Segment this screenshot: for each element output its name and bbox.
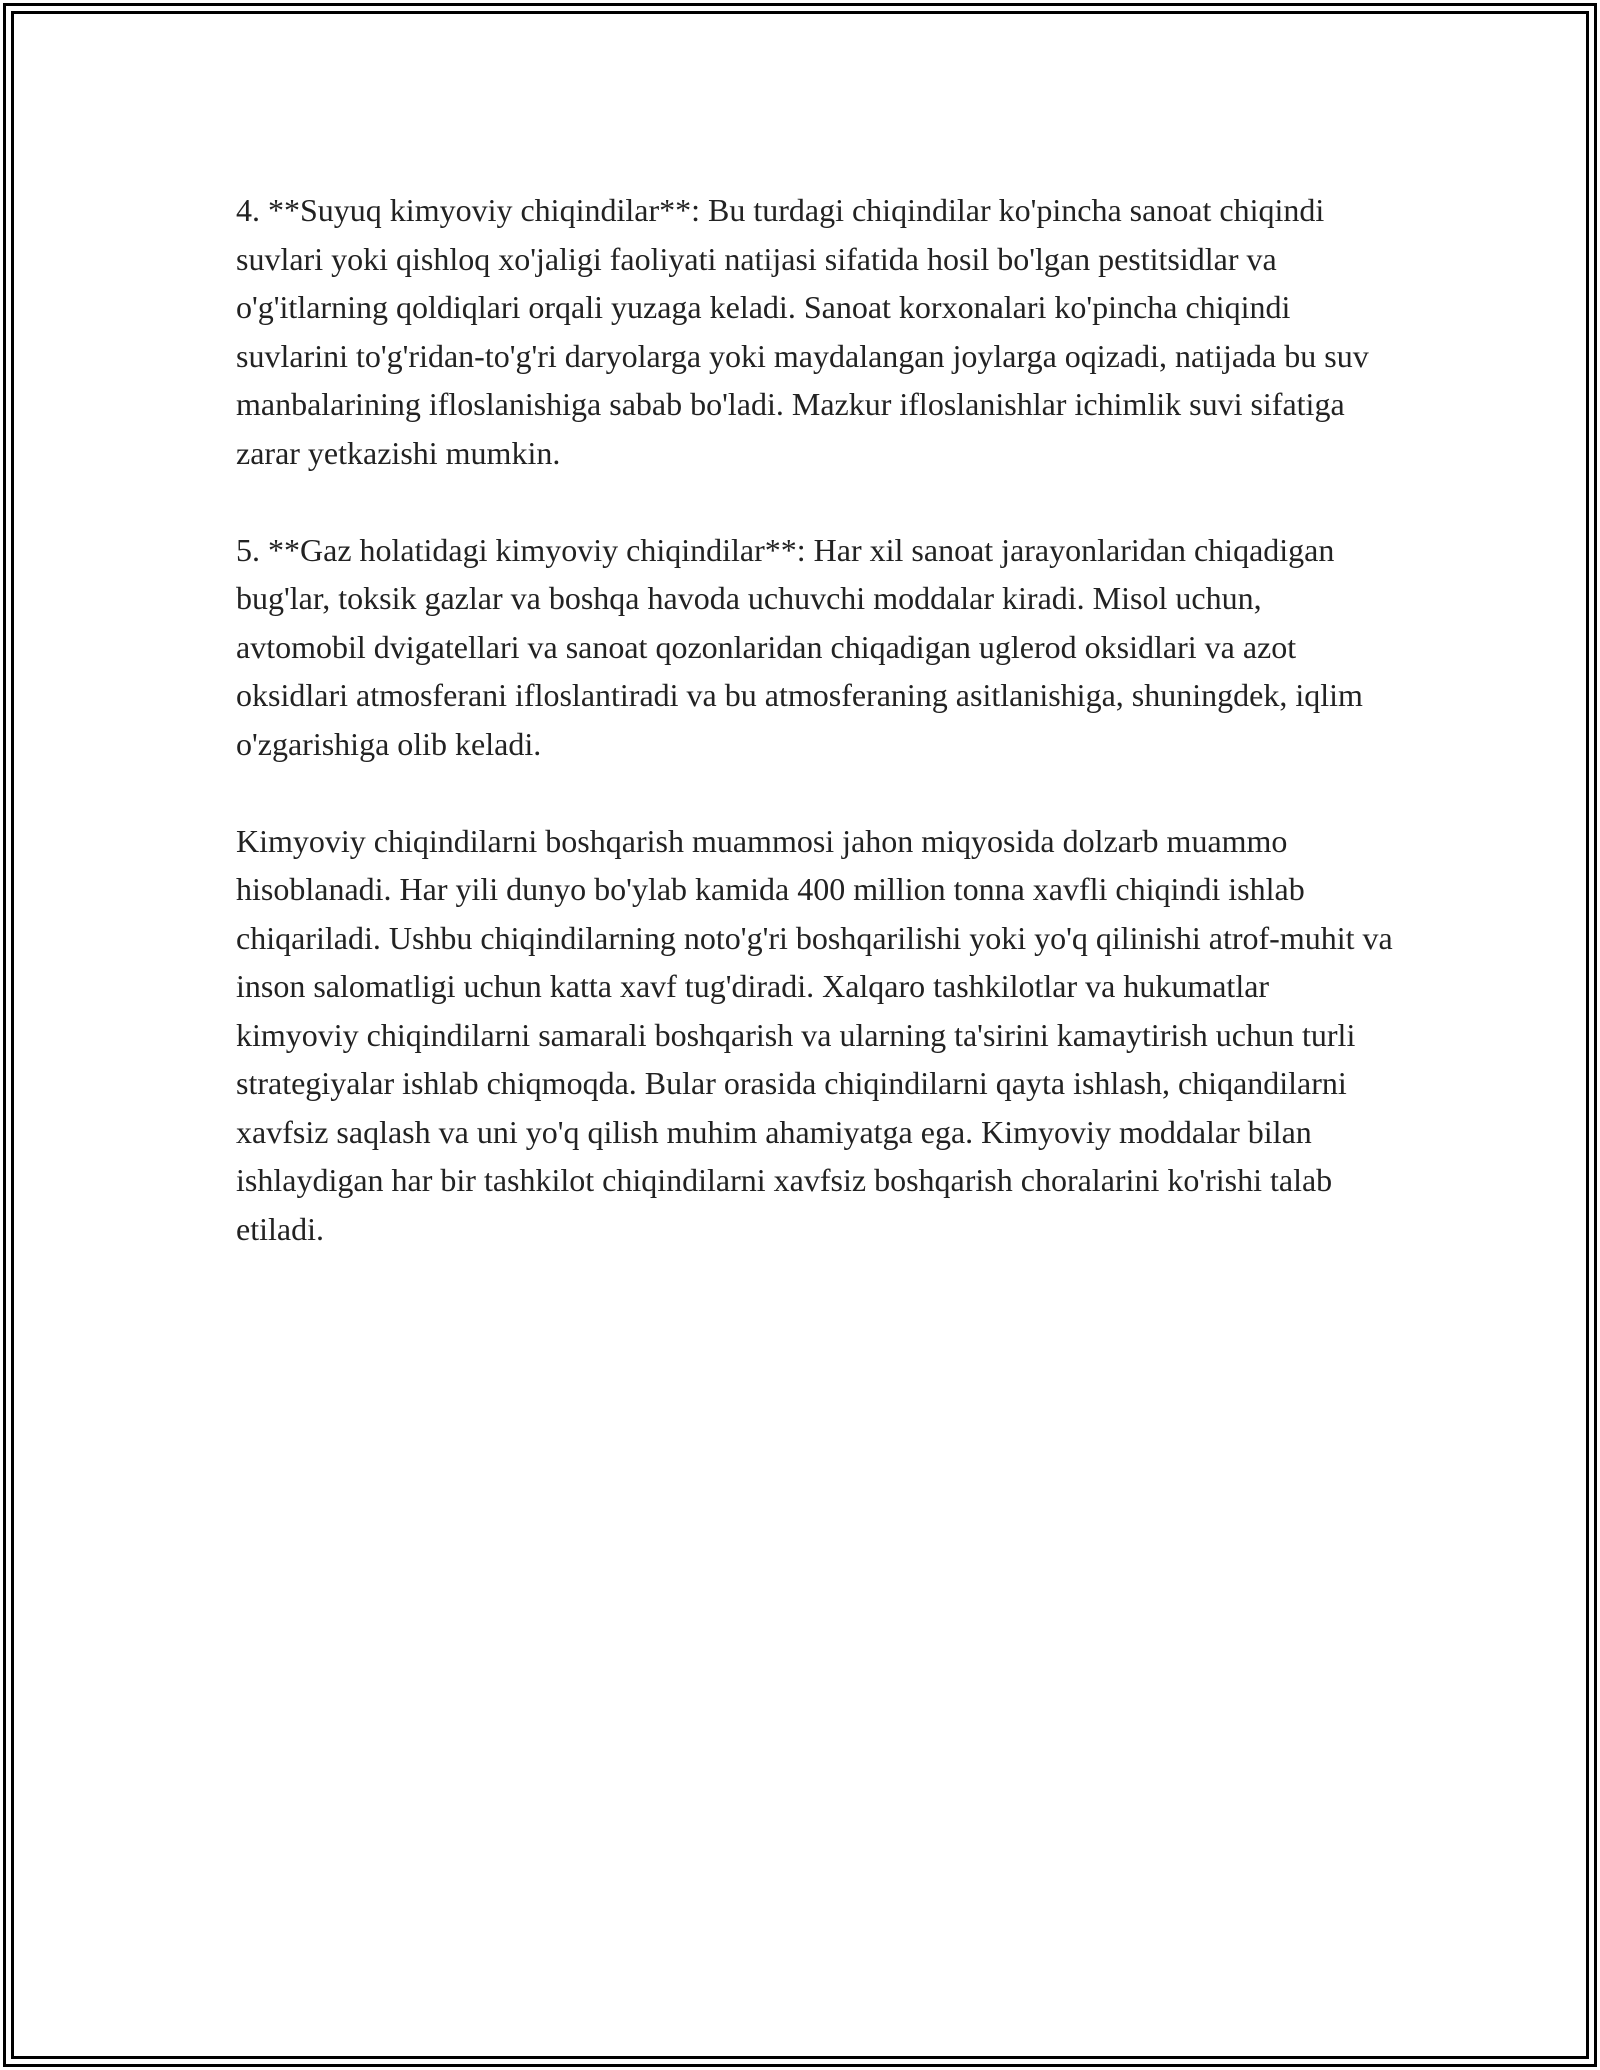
paragraph-gaseous-chemical-waste: 5. **Gaz holatidagi kimyoviy chiqindilar**: Har xil sanoat jarayonlaridan chiqadigan bug'lar, toksik gazlar va boshqa havoda uchuvchi moddalar kiradi. Misol uchun, avtomobil dvigatellari va sanoat qozonlaridan chiqadigan uglerod oksidlari va azot oksidlari atmosferani ifloslantiradi va bu atmosferaning asitlanishiga, shuningdek, iqlim o'zgarishiga olib keladi. xyxy=(236,531,1363,762)
paragraph-waste-management: Kimyoviy chiqindilarni boshqarish muammosi jahon miqyosida dolzarb muammo hisoblanadi. Har yili dunyo bo'ylab kamida 400 million tonna xavfli chiqindi ishlab chiqariladi. Ushbu chiqindilarning noto'g'ri boshqarilishi yoki yo'q qilinishi atrof-muhit va inson salomatligi uchun katta xavf tug'diradi. Xalqaro tashkilotlar va hukumatlar kimyoviy chiqindilarni samarali boshqarish va ularning ta'sirini kamaytirish uchun turli strategiyalar ishlab chiqmoqda. Bular orasida chiqindilarni qayta ishlash, chiqandilarni xavfsiz saqlash va uni yo'q qilish muhim ahamiyatga ega. Kimyoviy moddalar bilan ishlaydigan har bir tashkilot chiqindilarni xavfsiz boshqarish choralarini ko'rishi talab etiladi. xyxy=(236,822,1393,1247)
paragraph-liquid-chemical-waste: 4. **Suyuq kimyoviy chiqindilar**: Bu turdagi chiqindilar ko'pincha sanoat chiqindi suvlari yoki qishloq xo'jaligi faoliyati natijasi sifatida hosil bo'lgan pestitsidlar va o'g'itlarning qoldiqlari orqali yuzaga keladi. Sanoat korxonalari ko'pincha chiqindi suvlarini to'g'ridan-to'g'ri daryolarga yoki maydalangan joylarga oqizadi, natijada bu suv manbalarining ifloslanishiga sabab bo'ladi. Mazkur ifloslanishlar ichimlik suvi sifatiga zarar yetkazishi mumkin. xyxy=(236,192,1369,471)
document-body xyxy=(236,186,1396,1253)
